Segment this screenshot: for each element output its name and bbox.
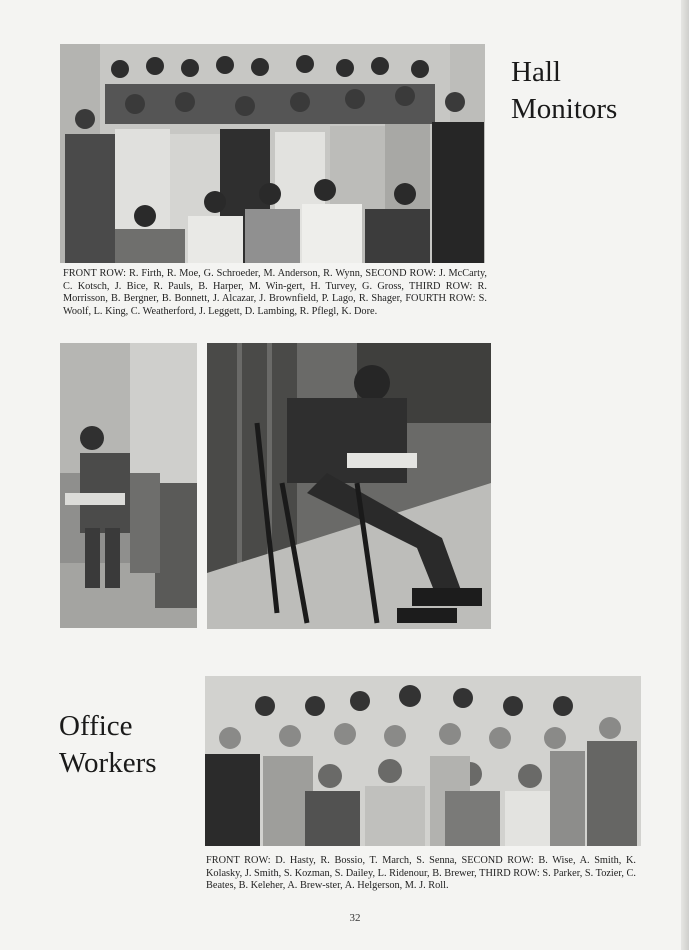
hall-monitors-heading-line2: Monitors — [511, 93, 618, 125]
hall-monitors-heading-line1: Hall — [511, 56, 561, 88]
student-at-desk-photo — [60, 343, 197, 628]
page-number: 32 — [349, 912, 361, 924]
student-in-chair-photo — [207, 343, 491, 629]
hall-monitors-heading — [511, 54, 617, 128]
page-edge — [681, 0, 689, 950]
office-workers-caption: FRONT ROW: D. Hasty, R. Bossio, T. March, S. Senna, SECOND ROW: B. Wise, A. Smith, K. Kolasky, J. Smith, S. Kozman, S. Dailey, L. Ridenour, B. Brewer, THIRD ROW: S. Parker, S. Tozier, C. Beates, B. Keleher, A. Brew-ster, A. Helgerson, M. J. Roll. — [206, 855, 636, 892]
hall-monitors-group-photo — [60, 44, 485, 263]
office-workers-heading-line1: Office — [59, 710, 133, 742]
hall-monitors-caption: FRONT ROW: R. Firth, R. Moe, G. Schroeder, M. Anderson, R. Wynn, SECOND ROW: J. McCarty, C. Kotsch, J. Bice, R. Pauls, B. Harper, M. Win-gert, H. Turvey, G. Gross, THIRD ROW: R. Morrisson, B. Bergner, B. Bonnett, J. Alcazar, J. Brownfield, P. Lago, R. Shager, FOURTH ROW: S. Woolf, L. King, C. Weatherford, J. Leggett, D. Lambing, R. Pflegl, K. Dore. — [63, 268, 487, 317]
office-workers-group-photo — [205, 676, 641, 846]
office-workers-heading — [59, 708, 157, 782]
office-workers-heading-line2: Workers — [59, 747, 157, 779]
